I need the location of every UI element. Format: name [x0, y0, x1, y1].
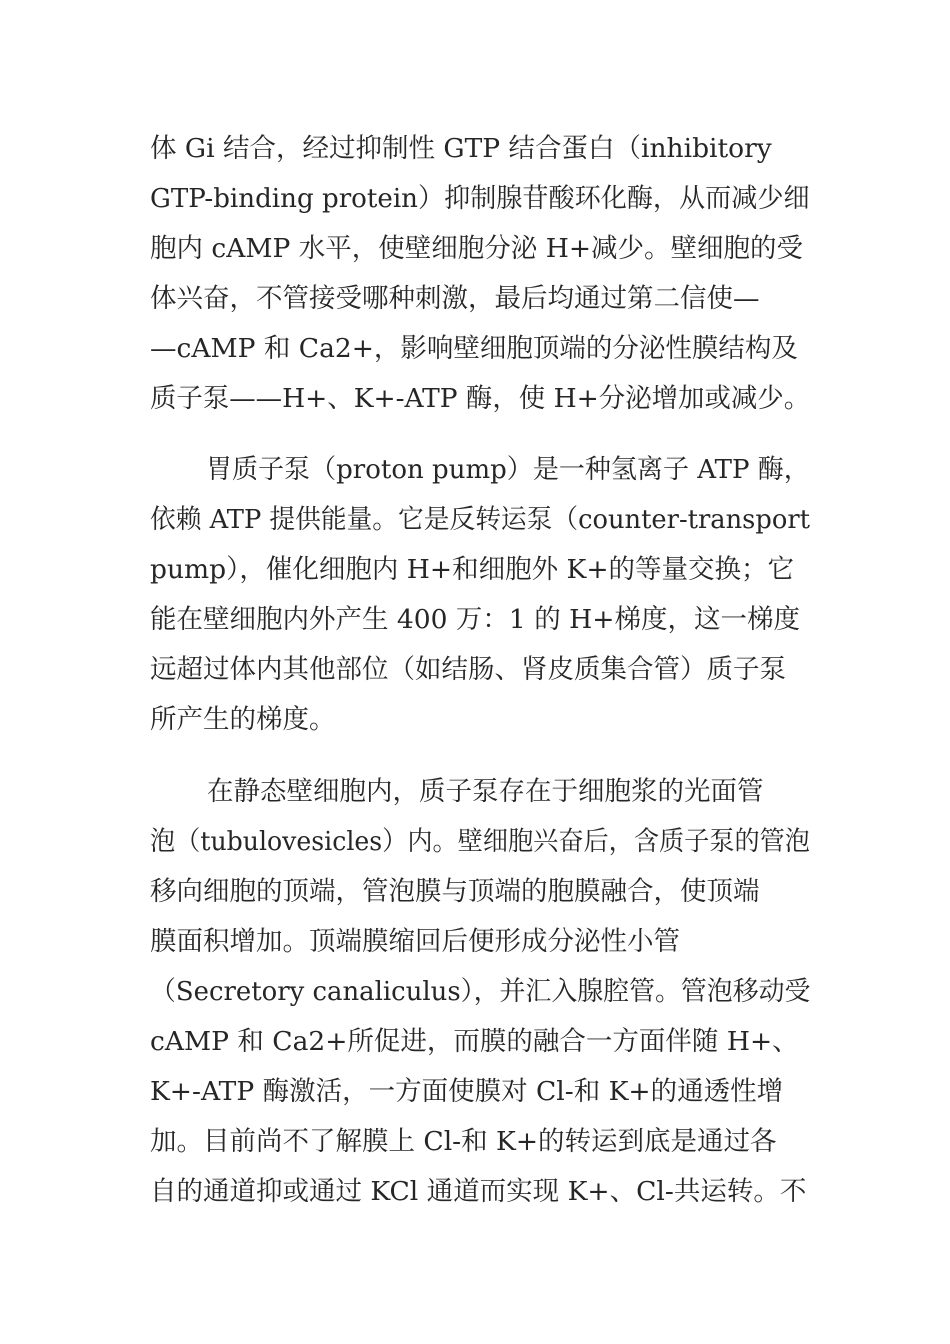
paragraph-line: （Secretory canaliculus），并汇入腺腔管。管泡移动受	[150, 976, 811, 1007]
paragraph-line: 所产生的梯度。	[150, 704, 336, 735]
paragraph-line: 移向细胞的顶端，管泡膜与顶端的胞膜融合，使顶端	[150, 876, 760, 907]
paragraph-line: 体 Gi 结合，经过抑制性 GTP 结合蛋白（inhibitory	[150, 133, 772, 164]
paragraph-line: 体兴奋，不管接受哪种刺激，最后均通过第二信使—	[150, 283, 760, 314]
paragraph-line: 质子泵——H+、K+-ATP 酶，使 H+分泌增加或减少。	[150, 383, 811, 414]
paragraph-1	[150, 124, 810, 424]
paragraph-line: 远超过体内其他部位（如结肠、肾皮质集合管）质子泵	[150, 654, 786, 685]
paragraph-line: —cAMP 和 Ca2+，影响壁细胞顶端的分泌性膜结构及	[150, 333, 798, 364]
paragraph-line: cAMP 和 Ca2+所促进，而膜的融合一方面伴随 H+、	[150, 1026, 799, 1057]
paragraph-line: 依赖 ATP 提供能量。它是反转运泵（counter-transport	[150, 504, 810, 535]
paragraph-line: 在静态壁细胞内，质子泵存在于细胞浆的光面管	[207, 776, 764, 807]
paragraph-2	[150, 445, 810, 745]
paragraph-line: 膜面积增加。顶端膜缩回后便形成分泌性小管	[150, 926, 680, 957]
paragraph-3	[150, 767, 810, 1217]
paragraph-line: pump），催化细胞内 H+和细胞外 K+的等量交换；它	[150, 554, 795, 585]
paragraph-line: 泡（tubulovesicles）内。壁细胞兴奋后，含质子泵的管泡	[150, 826, 810, 857]
paragraph-line: 能在壁细胞内外产生 400 万：1 的 H+梯度，这一梯度	[150, 604, 800, 635]
paragraph-line: K+-ATP 酶激活，一方面使膜对 Cl-和 K+的通透性增	[150, 1076, 784, 1107]
paragraph-line: 胞内 cAMP 水平，使壁细胞分泌 H+减少。壁细胞的受	[150, 233, 804, 264]
paragraph-line: 胃质子泵（proton pump）是一种氢离子 ATP 酶，	[205, 454, 810, 485]
paragraph-line: 自的通道抑或通过 KCl 通道而实现 K+、Cl-共运转。不	[150, 1176, 807, 1207]
paragraph-line: 加。目前尚不了解膜上 Cl-和 K+的转运到底是通过各	[150, 1126, 777, 1157]
paragraph-line: GTP-binding protein）抑制腺苷酸环化酶，从而减少细	[150, 183, 810, 214]
